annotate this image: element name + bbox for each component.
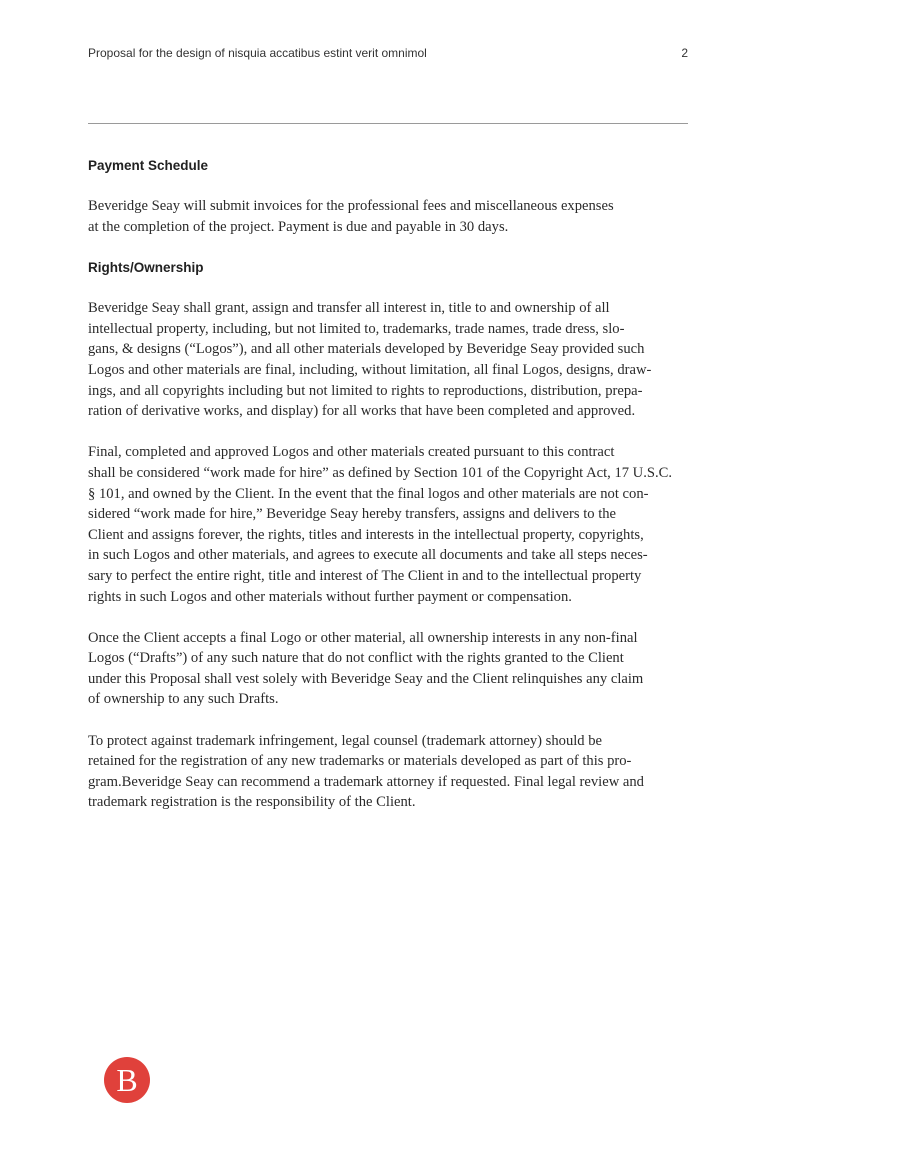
rights-paragraph-2	[88, 442, 692, 607]
text-line: Logos and other materials are final, including, without limitation, all final Logos, designs, draw-	[88, 361, 652, 378]
brand-logo-icon	[104, 1057, 150, 1103]
text-line: Beveridge Seay shall grant, assign and transfer all interest in, title to and ownership of all	[88, 300, 610, 317]
text-line: Beveridge Seay will submit invoices for the professional fees and miscellaneous expenses	[88, 198, 614, 214]
text-line: shall be considered “work made for hire” as defined by Section 101 of the Copyright Act, 17 U.S.C.	[88, 464, 673, 481]
text-line: of ownership to any such Drafts.	[88, 691, 279, 708]
text-line: rights in such Logos and other materials without further payment or compensation.	[88, 588, 572, 605]
text-line: ings, and all copyrights including but not limited to rights to reproductions, distribution, prepa-	[88, 382, 643, 399]
page-header	[88, 46, 688, 66]
text-line: Logos (“Drafts”) of any such nature that do not conflict with the rights granted to the Client	[88, 650, 624, 667]
text-line: gram.Beveridge Seay can recommend a trademark attorney if requested. Final legal review and	[88, 773, 644, 790]
header-divider	[88, 123, 688, 124]
text-line: sidered “work made for hire,” Beveridge Seay hereby transfers, assigns and delivers to the	[88, 506, 617, 523]
text-line: gans, & designs (“Logos”), and all other materials developed by Beveridge Seay provided such	[88, 341, 645, 358]
text-line: Final, completed and approved Logos and other materials created pursuant to this contract	[88, 444, 615, 461]
text-line: § 101, and owned by the Client. In the event that the final logos and other materials are not con-	[88, 485, 649, 502]
document-title: Proposal for the design of nisquia accatibus estint verit omnimol	[88, 46, 427, 60]
rights-paragraph-3	[88, 628, 692, 710]
text-line: retained for the registration of any new trademarks or materials developed as part of this pro-	[88, 753, 632, 770]
text-line: ration of derivative works, and display) for all works that have been completed and approved.	[88, 403, 636, 420]
text-line: intellectual property, including, but not limited to, trademarks, trade names, trade dress, slo-	[88, 320, 625, 337]
text-line: sary to perfect the entire right, title and interest of The Client in and to the intellectual property	[88, 567, 642, 584]
page-number: 2	[681, 46, 688, 60]
text-line: trademark registration is the responsibility of the Client.	[88, 794, 416, 811]
text-line: Client and assigns forever, the rights, titles and interests in the intellectual property, copyrights,	[88, 526, 644, 543]
payment-schedule-paragraph	[88, 196, 692, 237]
text-line: To protect against trademark infringement, legal counsel (trademark attorney) should be	[88, 732, 603, 749]
rights-ownership-heading: Rights/Ownership	[88, 260, 204, 276]
payment-schedule-heading: Payment Schedule	[88, 158, 209, 173]
text-line: in such Logos and other materials, and agrees to execute all documents and take all steps neces-	[88, 547, 648, 564]
text-line: under this Proposal shall vest solely with Beveridge Seay and the Client relinquishes any claim	[88, 670, 644, 687]
logo-letter: B	[116, 1062, 138, 1098]
rights-paragraph-1	[88, 298, 692, 422]
rights-paragraph-4	[88, 731, 692, 813]
text-line: at the completion of the project. Payment is due and payable in 30 days.	[88, 218, 509, 235]
document-body	[88, 156, 692, 813]
text-line: Once the Client accepts a final Logo or other material, all ownership interests in any non-final	[88, 629, 638, 646]
